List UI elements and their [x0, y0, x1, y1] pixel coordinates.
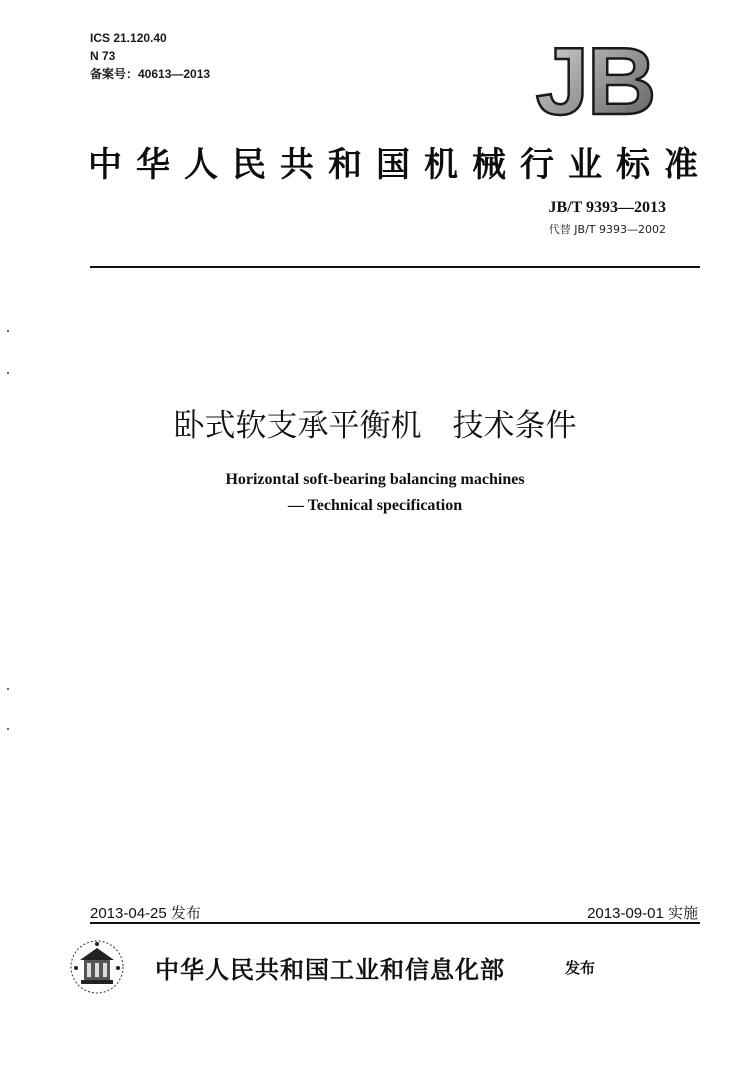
standard-category-title: 中华人民共和国机械行业标准 [88, 145, 712, 185]
ics-code: ICS 21.120.40 [90, 31, 167, 45]
footer-divider [90, 922, 700, 924]
ccs-code: N 73 [90, 49, 116, 63]
standard-number: JB/T 9393—2013 [548, 199, 666, 216]
scan-speck [7, 688, 9, 690]
replaces-standard: 代替 JB/T 9393—2002 [548, 223, 666, 236]
scan-speck [7, 330, 9, 332]
document-title-english-line2: — Technical specification [287, 497, 463, 514]
scan-speck [7, 372, 9, 374]
record-number: 备案号：40613—2013 [90, 67, 211, 81]
issuing-authority-suffix: 发布 [565, 959, 596, 977]
issue-date: 2013-04-25 发布 [90, 905, 201, 922]
header-divider [90, 266, 700, 268]
ministry-emblem-icon [68, 938, 126, 996]
document-title-chinese: 卧式软支承平衡机 技术条件 [173, 408, 577, 444]
implementation-date: 2013-09-01 实施 [587, 905, 698, 922]
issuing-authority: 中华人民共和国工业和信息化部 [155, 956, 505, 984]
scan-speck [7, 728, 9, 730]
svg-text:JB: JB [535, 40, 655, 120]
document-title-english-line1: Horizontal soft-bearing balancing machines [225, 471, 525, 488]
jb-logo [525, 40, 665, 120]
